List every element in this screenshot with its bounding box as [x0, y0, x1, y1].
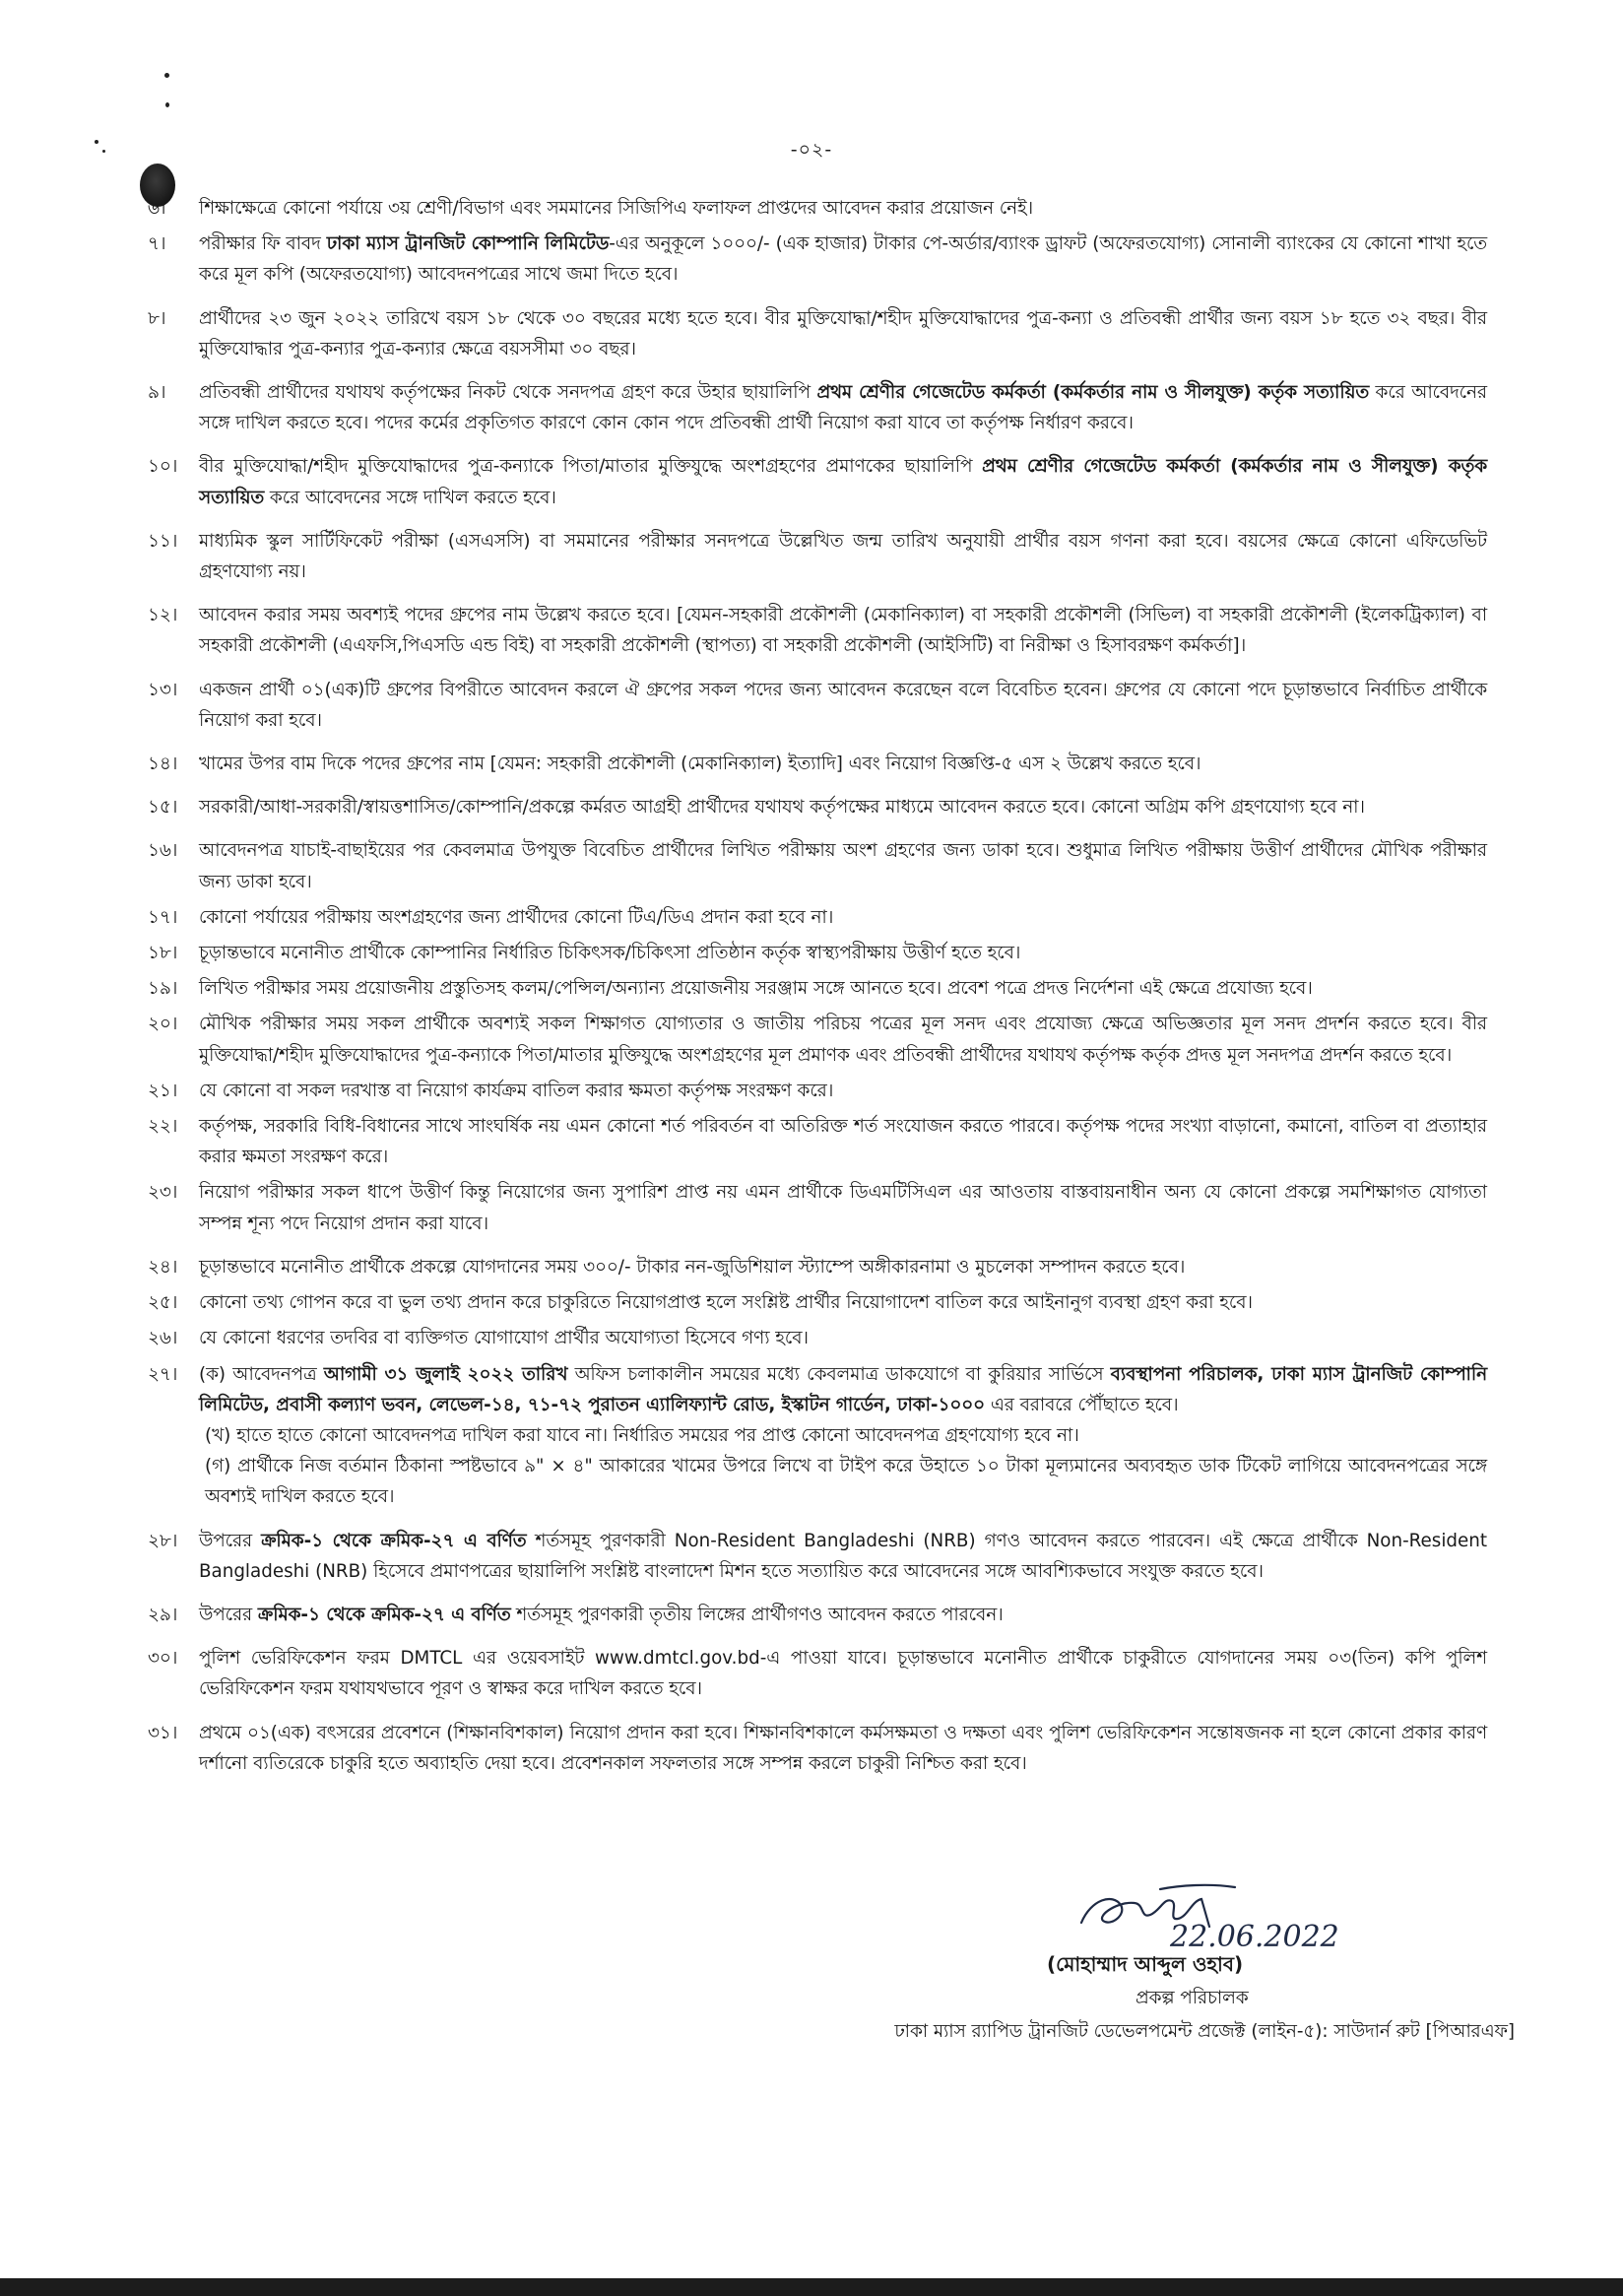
deadline-date: আগামী ৩১ জুলাই ২০২২ তারিখ [323, 1363, 568, 1385]
clause-number: ২৫। [148, 1292, 178, 1314]
clause-24 [148, 1252, 1487, 1282]
clause-28 [148, 1526, 1487, 1587]
clause-number: ১০। [148, 456, 178, 478]
clause-text: প্রতিবন্ধী প্রার্থীদের যথাযথ কর্তৃপক্ষের নিকট থেকে সনদপত্র গ্রহণ করে উহার ছায়ালিপি প্রথম শ্রেণীর গেজেটেড কর্মকর্তা (কর্মকর্তার নাম ও সীলযুক্ত) কর্তৃক সত্যায়িত করে আবেদনের সঙ্গে দাখিল করতে হবে। পদের কর্মের প্রকৃতিগত কারণে কোন কোন পদে প্রতিবন্ধী প্রার্থী নিয়োগ করা যাবে তা কর্তৃপক্ষ নির্ধারণ করবে। [199, 382, 1487, 434]
clause-text: একজন প্রার্থী ০১(এক)টি গ্রুপের বিপরীতে আবেদন করলে ঐ গ্রুপের সকল পদের জন্য আবেদন করেছেন বলে বিবেচিত হবেন। গ্রুপের যে কোনো পদে চূড়ান্তভাবে নির্বাচিত প্রার্থীকে নিয়োগ করা হবে। [199, 679, 1487, 731]
clause-number: ১৭। [148, 906, 178, 928]
clause-text: কোনো পর্যায়ের পরীক্ষায় অংশগ্রহণের জন্য প্রার্থীদের কোনো টিএ/ডিএ প্রদান করা হবে না। [199, 906, 834, 928]
clause-text: কর্তৃপক্ষ, সরকারি বিধি-বিধানের সাথে সাংঘর্ষিক নয় এমন কোনো শর্ত পরিবর্তন বা অতিরিক্ত শর্ত সংযোজন করতে পারবে। কর্তৃপক্ষ পদের সংখ্যা বাড়ানো, কমানো, বাতিল বা প্রত্যাহার করার ক্ষমতা সংরক্ষণ করে। [199, 1116, 1487, 1168]
clause-number: ১৬। [148, 840, 178, 862]
clause-15 [148, 792, 1487, 822]
clause-number: ৩০। [148, 1648, 178, 1670]
clause-text: কোনো তথ্য গোপন করে বা ভুল তথ্য প্রদান করে চাকুরিতে নিয়োগপ্রাপ্ত হলে সংশ্লিষ্ট প্রার্থীর নিয়োগাদেশ বাতিল করে আইনানুগ ব্যবস্থা গ্রহণ করা হবে। [199, 1292, 1253, 1314]
scan-bottom-edge [0, 2278, 1623, 2296]
clause-11 [148, 526, 1487, 587]
clause-number: ১৩। [148, 679, 178, 700]
scan-speck [164, 73, 169, 78]
clause-number: ২৩। [148, 1182, 178, 1204]
clause-text: চূড়ান্তভাবে মনোনীত প্রার্থীকে কোম্পানির নির্ধারিত চিকিৎসক/চিকিৎসা প্রতিষ্ঠান কর্তৃক স্বাস্থ্যপরীক্ষায় উত্তীর্ণ হতে হবে। [199, 943, 1021, 964]
clause-number: ২৭। [148, 1363, 178, 1385]
clause-20 [148, 1009, 1487, 1070]
signer-designation: প্রকল্প পরিচালক [1136, 1988, 1249, 2008]
clause-31 [148, 1718, 1487, 1779]
clause-text: আবেদনপত্র যাচাই-বাছাইয়ের পর কেবলমাত্র উপযুক্ত বিবেচিত প্রার্থীদের লিখিত পরীক্ষায় অংশ গ্রহণের জন্য ডাকা হবে। শুধুমাত্র লিখিত পরীক্ষায় উত্তীর্ণ প্রার্থীদের মৌখিক পরীক্ষার জন্য ডাকা হবে। [199, 840, 1487, 892]
clause-number: ৬। [148, 198, 166, 219]
clause-number: ১১। [148, 530, 178, 552]
clause-text: মাধ্যমিক স্কুল সার্টিফিকেট পরীক্ষা (এসএসসি) বা সমমানের পরীক্ষার সনদপত্রে উল্লেখিত জন্ম তারিখ অনুযায়ী প্রার্থীর বয়স গণনা করা হবে। বয়সের ক্ষেত্রে কোনো এফিডেভিট গ্রহণযোগ্য নয়। [199, 530, 1487, 583]
clause-number: ১৯। [148, 978, 178, 1000]
signature-date: 22.06.2022 [1170, 1920, 1339, 1954]
clause-text: পরীক্ষার ফি বাবদ ঢাকা ম্যাস ট্রানজিট কোম্পানি লিমিটেড-এর অনুকূলে ১০০০/- (এক হাজার) টাকার পে-অর্ডার/ব্যাংক ড্রাফট (অফেরতযোগ্য) সোনালী ব্যাংকের যে কোনো শাখা হতে করে মূল কপি (অফেরতযোগ্য) আবেদনপত্রের সাথে জমা দিতে হবে। [199, 233, 1488, 286]
clause-number: ১৮। [148, 943, 178, 964]
scan-speck [165, 102, 169, 107]
clause-number: ১২। [148, 605, 178, 626]
clause-10 [148, 451, 1487, 512]
clause-21 [148, 1076, 1487, 1106]
clause-8 [148, 303, 1487, 364]
clause-18 [148, 938, 1487, 968]
clause-text: নিয়োগ পরীক্ষার সকল ধাপে উত্তীর্ণ কিন্তু নিয়োগের জন্য সুপারিশ প্রাপ্ত নয় এমন প্রার্থীকে ডিএমটিসিএল এর আওতায় বাস্তবায়নাধীন অন্য যে কোনো প্রকল্পে সমশিক্ষাগত যোগ্যতা সম্পন্ন শূন্য পদে নিয়োগ প্রদান করা যাবে। [199, 1182, 1487, 1234]
clause-list [148, 193, 1487, 1784]
clause-number: ২৬। [148, 1328, 178, 1349]
clause-number: ২৯। [148, 1604, 178, 1625]
clause-emphasis: প্রথম শ্রেণীর গেজেটেড কর্মকর্তা (কর্মকর্তার নাম ও সীলযুক্ত) কর্তৃক সত্যায়িত [816, 382, 1370, 404]
clause-text [199, 1359, 1487, 1513]
subclause-ga: (গ) প্রার্থীকে নিজ বর্তমান ঠিকানা স্পষ্টভাবে ৯" × ৪" আকারের খামের উপরে লিখে বা টাইপ করে উহাতে ১০ টাকা মূল্যমানের অব্যবহৃত ডাক টিকেট লাগিয়ে আবেদনপত্রের সঙ্গে অবশ্যই দাখিল করতে হবে। [205, 1456, 1487, 1508]
clause-emphasis: ক্রমিক-১ থেকে ক্রমিক-২৭ এ বর্ণিত [261, 1530, 527, 1551]
clause-number: ২১। [148, 1080, 178, 1101]
clause-16 [148, 835, 1487, 896]
clause-30 [148, 1643, 1487, 1704]
clause-emphasis: প্রথম শ্রেণীর গেজেটেড কর্মকর্তা (কর্মকর্তার নাম ও সীলযুক্ত) কর্তৃক সত্যায়িত [199, 456, 1488, 508]
subclause-kha: (খ) হাতে হাতে কোনো আবেদনপত্র দাখিল করা যাবে না। নির্ধারিত সময়ের পর প্রাপ্ত কোনো আবেদনপত্র গ্রহণযোগ্য হবে না। [205, 1424, 1079, 1446]
clause-text: লিখিত পরীক্ষার সময় প্রয়োজনীয় প্রস্তুতিসহ কলম/পেন্সিল/অন্যান্য প্রয়োজনীয় সরঞ্জাম সঙ্গে আনতে হবে। প্রবেশ পত্রে প্রদত্ত নির্দেশনা এই ক্ষেত্রে প্রযোজ্য হবে। [199, 978, 1313, 1000]
clause-number: ২৮। [148, 1530, 178, 1551]
clause-14 [148, 749, 1487, 779]
clause-text: শিক্ষাক্ষেত্রে কোনো পর্যায়ে ৩য় শ্রেণী/বিভাগ এবং সমমানের সিজিপিএ ফলাফল প্রাপ্তদের আবেদন করার প্রয়োজন নেই। [199, 198, 1034, 219]
clause-7 [148, 229, 1487, 290]
clause-9 [148, 377, 1487, 438]
clause-text: যে কোনো ধরণের তদবির বা ব্যক্তিগত যোগাযোগ প্রার্থীর অযোগ্যতা হিসেবে গণ্য হবে। [199, 1328, 809, 1349]
signer-name: (মোহাম্মাদ আব্দুল ওহাব) [1047, 1952, 1244, 1976]
clause-number: ৩১। [148, 1722, 178, 1743]
handwritten-signature [1062, 1871, 1357, 1960]
signer-project: ঢাকা ম্যাস র‍্যাপিড ট্রানজিট ডেভেলপমেন্ট প্রজেক্ট (লাইন-৫): সাউদার্ন রুট [পিআরএফ] [894, 2021, 1515, 2042]
clause-number: ৮। [148, 307, 166, 329]
clause-emphasis: ক্রমিক-১ থেকে ক্রমিক-২৭ এ বর্ণিত [257, 1604, 511, 1625]
clause-text: মৌখিক পরীক্ষার সময় সকল প্রার্থীকে অবশ্যই সকল শিক্ষাগত যোগ্যতার ও জাতীয় পরিচয় পত্রের মূল সনদ এবং প্রযোজ্য ক্ষেত্রে অভিজ্ঞতার মূল সনদ প্রদর্শন করতে হবে। বীর মুক্তিযোদ্ধা/শহীদ মুক্তিযোদ্ধাদের পুত্র-কন্যাকে পিতা/মাতার মুক্তিযুদ্ধে অংশগ্রহণের মূল প্রমাণক এবং প্রতিবন্ধী প্রার্থীদের যথাযথ কর্তৃপক্ষ কর্তৃক প্রদত্ত মূল সনদপত্র প্রদর্শন করতে হবে। [199, 1014, 1487, 1066]
clause-6 [148, 193, 1487, 224]
subclause-ka: (ক) আবেদনপত্র আগামী ৩১ জুলাই ২০২২ তারিখ অফিস চলাকালীন সময়ের মধ্যে কেবলমাত্র ডাকযোগে বা কুরিয়ার সার্ভিসে ব্যবস্থাপনা পরিচালক, ঢাকা ম্যাস ট্রানজিট কোম্পানি লিমিটেড, প্রবাসী কল্যাণ ভবন, লেভেল-১৪, ৭১-৭২ পুরাতন এ্যালিফ্যান্ট রোড, ইস্কাটন গার্ডেন, ঢাকা-১০০০ এর বরাবরে পৌঁছাতে হবে। [199, 1363, 1487, 1415]
clause-number: ৯। [148, 382, 166, 404]
clause-19 [148, 973, 1487, 1004]
clause-text: আবেদন করার সময় অবশ্যই পদের গ্রুপের নাম উল্লেখ করতে হবে। [যেমন-সহকারী প্রকৌশলী (মেকানিক্যাল) বা সহকারী প্রকৌশলী (সিভিল) বা সহকারী প্রকৌশলী (ইলেকট্রিক্যাল) বা সহকারী প্রকৌশলী (এএফসি,পিএসডি এন্ড বিই) বা সহকারী প্রকৌশলী (স্থাপত্য) বা সহকারী প্রকৌশলী (আইসিটি) বা নিরীক্ষা ও হিসাবরক্ষণ কর্মকর্তা]। [199, 605, 1487, 657]
clause-number: ১৫। [148, 797, 178, 819]
clause-text: উপরের ক্রমিক-১ থেকে ক্রমিক-২৭ এ বর্ণিত শর্তসমূহ পুরণকারী Non-Resident Bangladeshi (NRB) গণও আবেদন করতে পারবেন। এই ক্ষেত্রে প্রার্থীকে Non-Resident Bangladeshi (NRB) হিসেবে প্রমাণপত্রের ছায়ালিপি সংশ্লিষ্ট বাংলাদেশ মিশন হতে সত্যায়িত করে আবেদনের সঙ্গে আবশ্যিকভাবে সংযুক্ত করতে হবে। [199, 1530, 1488, 1582]
clause-13 [148, 675, 1487, 736]
clause-number: ১৪। [148, 754, 178, 775]
clause-23 [148, 1177, 1487, 1238]
clause-27 [148, 1359, 1487, 1513]
clause-26 [148, 1323, 1487, 1353]
clause-12 [148, 600, 1487, 661]
mailing-address: ব্যবস্থাপনা পরিচালক, ঢাকা ম্যাস ট্রানজিট কোম্পানি লিমিটেড, প্রবাসী কল্যাণ ভবন, লেভেল-১৪, ৭১-৭২ পুরাতন এ্যালিফ্যান্ট রোড, ইস্কাটন গার্ডেন, ঢাকা-১০০০ [199, 1363, 1487, 1415]
clause-text: বীর মুক্তিযোদ্ধা/শহীদ মুক্তিযোদ্ধাদের পুত্র-কন্যাকে পিতা/মাতার মুক্তিযুদ্ধে অংশগ্রহণের প্রমাণকের ছায়ালিপি প্রথম শ্রেণীর গেজেটেড কর্মকর্তা (কর্মকর্তার নাম ও সীলযুক্ত) কর্তৃক সত্যায়িত করে আবেদনের সঙ্গে দাখিল করতে হবে। [199, 456, 1488, 508]
clause-22 [148, 1111, 1487, 1172]
clause-text: যে কোনো বা সকল দরখাস্ত বা নিয়োগ কার্যক্রম বাতিল করার ক্ষমতা কর্তৃপক্ষ সংরক্ষণ করে। [199, 1080, 834, 1101]
clause-text: উপরের ক্রমিক-১ থেকে ক্রমিক-২৭ এ বর্ণিত শর্তসমূহ পুরণকারী তৃতীয় লিঙ্গের প্রার্থীগণও আবেদন করতে পারবেন। [199, 1604, 1004, 1625]
clause-text: পুলিশ ভেরিফিকেশন ফরম DMTCL এর ওয়েবসাইট www.dmtcl.gov.bd-এ পাওয়া যাবে। চূড়ান্তভাবে মনোনীত প্রার্থীকে চাকুরীতে যোগদানের সময় ০৩(তিন) কপি পুলিশ ভেরিফিকেশন ফরম যথাযথভাবে পূরণ ও স্বাক্ষর করে দাখিল করতে হবে। [199, 1648, 1487, 1700]
page-number: -০২- [790, 139, 833, 161]
clause-number: ২২। [148, 1116, 178, 1138]
clause-text: খামের উপর বাম দিকে পদের গ্রুপের নাম [যেমন: সহকারী প্রকৌশলী (মেকানিক্যাল) ইত্যাদি] এবং নিয়োগ বিজ্ঞপ্তি-৫ এস ২ উল্লেখ করতে হবে। [199, 754, 1201, 775]
clause-text: সরকারী/আধা-সরকারী/স্বায়ত্তশাসিত/কোম্পানি/প্রকল্পে কর্মরত আগ্রহী প্রার্থীদের যথাযথ কর্তৃপক্ষের মাধ্যমে আবেদন করতে হবে। কোনো অগ্রিম কপি গ্রহণযোগ্য হবে না। [199, 797, 1365, 819]
clause-emphasis: ঢাকা ম্যাস ট্রানজিট কোম্পানি লিমিটেড [326, 233, 610, 255]
clause-text: প্রার্থীদের ২৩ জুন ২০২২ তারিখে বয়স ১৮ থেকে ৩০ বছরের মধ্যে হতে হবে। বীর মুক্তিযোদ্ধা/শহীদ মুক্তিযোদ্ধাদের পুত্র-কন্যা ও প্রতিবন্ধী প্রার্থীর জন্য বয়স ১৮ হতে ৩২ বছর। বীর মুক্তিযোদ্ধার পুত্র-কন্যার পুত্র-কন্যার ক্ষেত্রে বয়সসীমা ৩০ বছর। [199, 307, 1487, 360]
clause-17 [148, 902, 1487, 933]
clause-number: ২৪। [148, 1256, 178, 1278]
clause-number: ৭। [148, 233, 166, 255]
clause-number: ২০। [148, 1014, 178, 1035]
signature-block [894, 1871, 1515, 2068]
clause-text: প্রথমে ০১(এক) বৎসরের প্রবেশনে (শিক্ষানবিশকাল) নিয়োগ প্রদান করা হবে। শিক্ষানবিশকালে কর্মসক্ষমতা ও দক্ষতা এবং পুলিশ ভেরিফিকেশন সন্তোষজনক না হলে কোনো প্রকার কারণ দর্শানো ব্যতিরেকে চাকুরি হতে অব্যাহতি দেয়া হবে। প্রবেশনকাল সফলতার সঙ্গে সম্পন্ন করলে চাকুরী নিশ্চিত করা হবে। [199, 1722, 1487, 1774]
clause-25 [148, 1287, 1487, 1318]
clause-29 [148, 1600, 1487, 1630]
clause-text: চূড়ান্তভাবে মনোনীত প্রার্থীকে প্রকল্পে যোগদানের সময় ৩০০/- টাকার নন-জুডিশিয়াল স্ট্যাম্পে অঙ্গীকারনামা ও মুচলেকা সম্পাদন করতে হবে। [199, 1256, 1186, 1278]
